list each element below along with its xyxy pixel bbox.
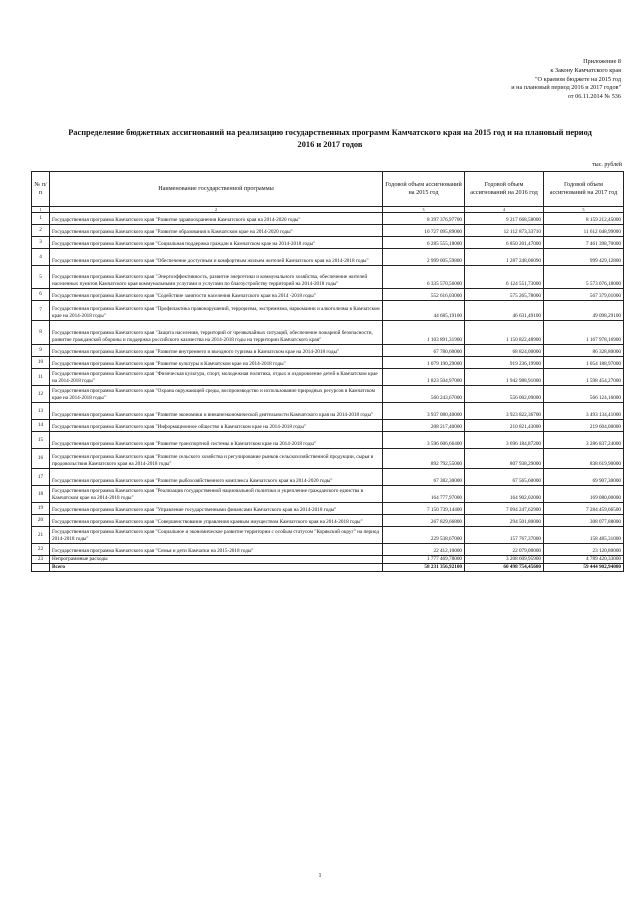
- program-name: Государственная программа Камчатского края "Реализация государственной национальной политики и укрепление гражданского единства в Камчатском крае на 2014-2018 годы": [50, 486, 383, 503]
- amount-2017: 999 429,12800: [544, 249, 624, 266]
- table-row: [32, 289, 624, 301]
- table-row: [32, 213, 624, 225]
- amount-2015: 67 382,30000: [383, 469, 465, 486]
- amount-2015: 7 150 739,14400: [383, 503, 465, 515]
- appendix-line: к Закону Камчатского края: [550, 66, 621, 74]
- amount-2016: 9 217 668,58000: [465, 213, 544, 225]
- amount-2015: 3 937 080,40000: [383, 403, 465, 420]
- amount-2015: 892 792,55000: [383, 449, 465, 469]
- appendix-line: от 06.11.2014 № 536: [567, 93, 621, 101]
- row-number: 10: [32, 357, 50, 369]
- amount-2017: 1 167 978,16900: [544, 321, 624, 345]
- row-number: 22: [32, 544, 50, 556]
- row-number: 16: [32, 449, 50, 469]
- row-number: 7: [32, 301, 50, 321]
- row-number: 5: [32, 266, 50, 289]
- amount-2017: 11 612 048,99000: [544, 225, 624, 237]
- row-number: 20: [32, 515, 50, 527]
- amount-2015: 67 780,60000: [383, 345, 465, 357]
- amount-2015: 1 079 190,29000: [383, 357, 465, 369]
- header-2016: Годовой объем ассигнований на 2016 год: [465, 172, 544, 207]
- row-number: 14: [32, 420, 50, 432]
- column-number: 2: [50, 207, 383, 213]
- header-2017: Годовой объем ассигнований на 2017 год: [544, 172, 624, 207]
- amount-2017: 69 907,30000: [544, 469, 624, 486]
- row-number: 3: [32, 237, 50, 249]
- amount-2017: 3 286 837,24000: [544, 432, 624, 449]
- appendix-line: и на плановый период 2016 и 2017 годов": [511, 84, 621, 92]
- row-number: 15: [32, 432, 50, 449]
- amount-2015: 1 103 891,31900: [383, 321, 465, 345]
- amount-2016: 1 942 988,91000: [465, 369, 544, 386]
- amount-2016: 3 696 184,87200: [465, 432, 544, 449]
- amount-2015: 3 596 606,66400: [383, 432, 465, 449]
- units-label: тыс. рублей: [592, 162, 622, 168]
- program-name: Государственная программа Камчатского края "Семья и дети Камчатки на 2015-2018 годы": [50, 544, 383, 556]
- table-row: [32, 432, 624, 449]
- program-name: Непрограммные расходы: [50, 556, 383, 564]
- table-row: [32, 449, 624, 469]
- total-2017: 59 444 902,94000: [544, 563, 624, 571]
- table-row: [32, 225, 624, 237]
- program-name: Государственная программа Камчатского края "Совершенствование управления краевым имуществом Камчатского края на 2014-2018 годы": [50, 515, 383, 527]
- amount-2015: 164 777,97000: [383, 486, 465, 503]
- document-title: Распределение бюджетных ассигнований на реализацию государственных программ Камчатского края на 2015 год и на плановый период 2016 и 2017 годов: [68, 128, 592, 149]
- program-name: Государственная программа Камчатского края "Развитие транспортной системы в Камчатском крае на 2014-2018 годы": [50, 432, 383, 449]
- amount-2015: 6 285 555,18000: [383, 237, 465, 249]
- total-2015: 58 231 356,92100: [383, 563, 465, 571]
- amount-2015: 1 777 469,78000: [383, 556, 465, 564]
- amount-2015: 560 243,67000: [383, 386, 465, 403]
- row-number: 1: [32, 213, 50, 225]
- amount-2016: 7 094 247,62900: [465, 503, 544, 515]
- row-number: 12: [32, 386, 50, 403]
- amount-2015: 44 685,19100: [383, 301, 465, 321]
- amount-2017: 1 054 188,97000: [544, 357, 624, 369]
- amount-2017: 838 619,90000: [544, 449, 624, 469]
- amount-2017: 7 284 459,66500: [544, 503, 624, 515]
- amount-2017: 169 080,00000: [544, 486, 624, 503]
- amount-2015: 10 727 095,89000: [383, 225, 465, 237]
- amount-2015: 552 616,03000: [383, 289, 465, 301]
- amount-2016: 22 079,00000: [465, 544, 544, 556]
- amount-2017: 5 573 076,18000: [544, 266, 624, 289]
- row-number: 17: [32, 469, 50, 486]
- amount-2016: 12 112 873,33710: [465, 225, 544, 237]
- table-row: [32, 420, 624, 432]
- column-number: 3: [383, 207, 465, 213]
- amount-2015: 2 999 005,59800: [383, 249, 465, 266]
- amount-2017: 23 120,80000: [544, 544, 624, 556]
- program-name: Государственная программа Камчатского края "Энергоэффективность, развитие энергетики и коммунального хозяйства, обеспечение жителей населенных пунктов Камчатского края коммунальными услугами и услугами по благоустройству территорий на 2014-2018 годы": [50, 266, 383, 289]
- table-row: [32, 237, 624, 249]
- amount-2017: 308 077,88000: [544, 515, 624, 527]
- amount-2016: 556 002,09000: [465, 386, 544, 403]
- row-number: 18: [32, 486, 50, 503]
- amount-2015: 22 412,10000: [383, 544, 465, 556]
- program-name: Государственная программа Камчатского края "Развитие внутреннего и въездного туризма в Камчатском крае на 2014-2018 годы": [50, 345, 383, 357]
- program-name: Государственная программа Камчатского края "Развитие сельского хозяйства и регулирование рынков сельскохозяйственной продукции, сырья и продовольствия Камчатского края на 2014-2018 годы": [50, 449, 383, 469]
- program-name: Государственная программа Камчатского края "Социальная поддержка граждан в Камчатском крае на 2014-2018 годы": [50, 237, 383, 249]
- table-row: [32, 527, 624, 544]
- table-row: [32, 469, 624, 486]
- row-number: 6: [32, 289, 50, 301]
- amount-2016: 919 236,19900: [465, 357, 544, 369]
- program-name: Государственная программа Камчатского края "Развитие здравоохранения Камчатского края на 2014-2020 годы": [50, 213, 383, 225]
- row-number: 9: [32, 345, 50, 357]
- program-name: Государственная программа Камчатского края "Развитие образования в Камчатском крае на 2014-2020 годы": [50, 225, 383, 237]
- amount-2015: 208 217,40000: [383, 420, 465, 432]
- amount-2017: 158 485,31000: [544, 527, 624, 544]
- amount-2016: 575 265,78000: [465, 289, 544, 301]
- amount-2017: 1 598 454,27000: [544, 369, 624, 386]
- amount-2016: 46 631,49100: [465, 301, 544, 321]
- amount-2017: 8 159 212,45000: [544, 213, 624, 225]
- amount-2016: 1 150 822,48900: [465, 321, 544, 345]
- table-row: [32, 249, 624, 266]
- row-number: 19: [32, 503, 50, 515]
- table-row: [32, 301, 624, 321]
- table-row: [32, 556, 624, 564]
- amount-2016: 67 565,60000: [465, 469, 544, 486]
- amount-2015: 229 538,67000: [383, 527, 465, 544]
- header-num: № п/п: [32, 172, 50, 207]
- table-row: [32, 486, 624, 503]
- program-name: Государственная программа Камчатского края "Содействие занятости населения Камчатского края на 2014 -2018 годы": [50, 289, 383, 301]
- amount-2017: 86 328,80000: [544, 345, 624, 357]
- table-row: [32, 357, 624, 369]
- row-number: 4: [32, 249, 50, 266]
- row-number: 23: [32, 556, 50, 564]
- header-2015: Годовой объем ассигнований на 2015 год: [383, 172, 465, 207]
- amount-2015: 1 823 504,97000: [383, 369, 465, 386]
- amount-2016: 3 208 609,95900: [465, 556, 544, 564]
- row-number: 8: [32, 321, 50, 345]
- program-name: Государственная программа Камчатского края "Охрана окружающей среды, воспроизводство и использование природных ресурсов в Камчатском крае на 2014-2018 годы": [50, 386, 383, 403]
- amount-2016: 157 767,37000: [465, 527, 544, 544]
- amount-2017: 7 461 398,70000: [544, 237, 624, 249]
- amount-2016: 68 824,00000: [465, 345, 544, 357]
- table-body: [32, 213, 624, 564]
- program-name: Государственная программа Камчатского края "Физическая культура, спорт, молодежная политика, отдых и оздоровление детей в Камчатском крае на 2014-2018 годы": [50, 369, 383, 386]
- amount-2016: 210 821,43000: [465, 420, 544, 432]
- amount-2017: 567 379,01000: [544, 289, 624, 301]
- page-number: 1: [318, 873, 322, 879]
- amount-2016: 807 938,29000: [465, 449, 544, 469]
- column-number: 5: [544, 207, 624, 213]
- amount-2016: 3 923 822,36700: [465, 403, 544, 420]
- appendix-header: [361, 58, 621, 102]
- header-name: Наименование государственной программы: [50, 172, 383, 207]
- table-row: [32, 503, 624, 515]
- row-number: 2: [32, 225, 50, 237]
- program-name: Государственная программа Камчатского края "Развитие культуры в Камчатском крае на 2014-2018 годы": [50, 357, 383, 369]
- program-name: Государственная программа Камчатского края "Защита населения, территорий от чрезвычайных ситуаций, обеспечение пожарной безопасности, развитие гражданской обороны и поддержка российского казачества на 2014-2018 годы на территории Камчатского края": [50, 321, 383, 345]
- row-number: 13: [32, 403, 50, 420]
- amount-2016: 6 850 201,47000: [465, 237, 544, 249]
- amount-2015: 8 397 376,97700: [383, 213, 465, 225]
- appendix-line: "О краевом бюджете на 2015 год: [535, 75, 621, 83]
- appendix-line: Приложение 8: [583, 58, 621, 65]
- table-row: [32, 515, 624, 527]
- program-name: Государственная программа Камчатского края "Управление государственными финансами Камчатского края на 2014-2018 годы": [50, 503, 383, 515]
- program-name: Государственная программа Камчатского края "Развитие рыбохозяйственного комплекса Камчатского края на 2014-2020 годы": [50, 469, 383, 486]
- column-number: 4: [465, 207, 544, 213]
- total-2016: 60 498 754,45600: [465, 563, 544, 571]
- amount-2016: 294 501,80000: [465, 515, 544, 527]
- program-name: Государственная программа Камчатского края "Профилактика правонарушений, терроризма, экстремизма, наркомании и алкоголизма в Камчатском крае на 2014-2018 годы": [50, 301, 383, 321]
- amount-2016: 6 124 551,73000: [465, 266, 544, 289]
- table-row: [32, 321, 624, 345]
- program-name: Государственная программа Камчатского края "Обеспечение доступным и комфортным жильем жителей Камчатского края на 2014-2018 годы": [50, 249, 383, 266]
- amount-2016: 164 902,02000: [465, 486, 544, 503]
- program-name: Государственная программа Камчатского края "Развитие экономики и внешнеэкономической деятельности Камчатского края на 2014-2018 годы": [50, 403, 383, 420]
- row-number: 21: [32, 527, 50, 544]
- table-row: [32, 544, 624, 556]
- table-row: [32, 369, 624, 386]
- table-row: [32, 266, 624, 289]
- program-name: Государственная программа Камчатского края "Социальное и экономическое развитие территории с особым статусом "Корякский округ" на период 2014-2018 годы": [50, 527, 383, 544]
- amount-2015: 267 829,66800: [383, 515, 465, 527]
- table-header-row: [32, 172, 624, 207]
- amount-2017: 4 789 420,33000: [544, 556, 624, 564]
- row-number: 11: [32, 369, 50, 386]
- total-num-cell: [32, 563, 50, 571]
- total-label: Всего: [50, 563, 383, 571]
- amount-2016: 1 287 248,06090: [465, 249, 544, 266]
- table-row: [32, 386, 624, 403]
- amount-2017: 566 124,16000: [544, 386, 624, 403]
- table-row: [32, 403, 624, 420]
- column-number: 1: [32, 207, 50, 213]
- amount-2015: 6 335 570,56000: [383, 266, 465, 289]
- amount-2017: 49 098,29100: [544, 301, 624, 321]
- program-name: Государственная программа Камчатского края "Информационное общество в Камчатском крае на 2014-2018 годы": [50, 420, 383, 432]
- table-row: [32, 345, 624, 357]
- amount-2017: 3 493 134,41000: [544, 403, 624, 420]
- amount-2017: 219 604,00000: [544, 420, 624, 432]
- budget-table: [31, 171, 624, 572]
- total-row: [32, 563, 624, 571]
